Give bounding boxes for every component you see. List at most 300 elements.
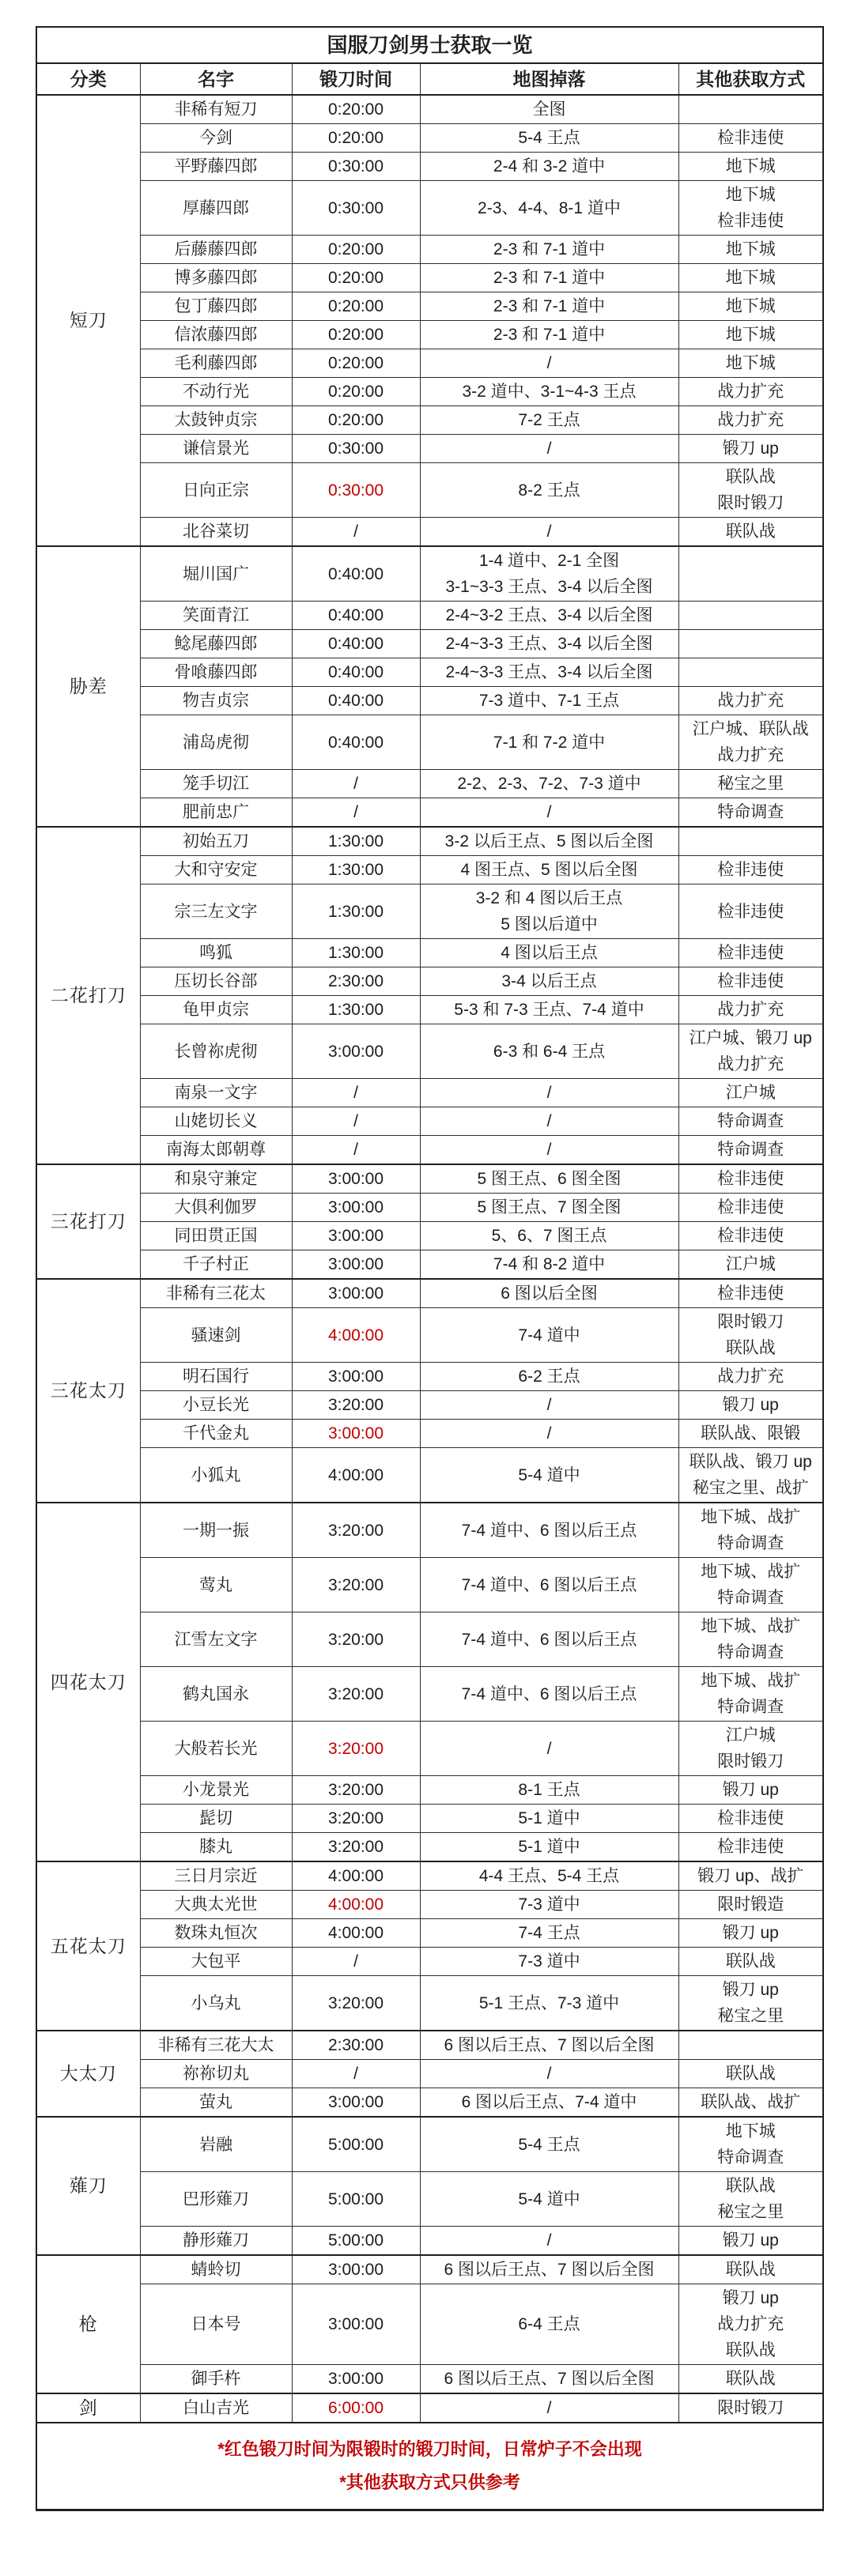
map-drop-line: 7-4 王点 <box>518 1924 580 1942</box>
sword-name-cell: 萤丸 <box>140 2088 292 2118</box>
forge-time-cell: 3:00:00 <box>292 1279 420 1308</box>
forge-time-cell: 0:40:00 <box>292 658 420 687</box>
sword-name-cell: 厚藤四郎 <box>140 181 292 236</box>
sword-name-cell: 南海太郎朝尊 <box>140 1136 292 1165</box>
forge-time-cell: 1:30:00 <box>292 827 420 856</box>
map-drop-line: 5 图王点、6 图全图 <box>477 1170 622 1188</box>
other-method-cell <box>678 1164 823 1194</box>
forge-time-cell: 1:30:00 <box>292 856 420 884</box>
map-drop-cell <box>420 518 678 547</box>
other-method-line: 江户城、联队战 <box>692 720 809 738</box>
forge-time-cell: 4:00:00 <box>292 1861 420 1891</box>
category-cell: 二花打刀 <box>36 827 140 1164</box>
table-row <box>36 2117 823 2172</box>
other-method-line: 秘宝之里 <box>717 2203 784 2221</box>
sword-name-cell: 小狐丸 <box>140 1448 292 1503</box>
table-row <box>36 996 823 1024</box>
table-row <box>36 827 823 856</box>
other-method-cell <box>678 798 823 828</box>
sword-name-cell: 同田贯正国 <box>140 1222 292 1250</box>
map-drop-line: 4-4 王点、5-4 王点 <box>478 1867 620 1885</box>
table-row <box>36 1891 823 1919</box>
forge-time-cell: 0:40:00 <box>292 546 420 602</box>
map-drop-cell <box>420 1107 678 1136</box>
sword-name-cell: 髭切 <box>140 1805 292 1833</box>
table-row <box>36 463 823 518</box>
map-drop-cell <box>420 321 678 349</box>
table-row <box>36 1420 823 1448</box>
other-method-cell <box>678 2365 823 2394</box>
map-drop-cell <box>420 435 678 463</box>
forge-time-cell: 0:20:00 <box>292 124 420 153</box>
other-method-line: 特命调查 <box>717 1589 784 1607</box>
map-drop-line: 6 图以后王点、7 图以后全图 <box>444 2261 655 2279</box>
sword-name-cell: 非稀有短刀 <box>140 95 292 124</box>
table-row <box>36 1805 823 1833</box>
sword-name-cell: 大包平 <box>140 1948 292 1976</box>
map-drop-cell <box>420 1136 678 1165</box>
sword-name-cell: 小豆长光 <box>140 1391 292 1420</box>
other-method-line: 联队战 <box>725 1952 776 1971</box>
map-drop-cell <box>420 1861 678 1891</box>
map-drop-cell <box>420 546 678 602</box>
map-drop-line: 7-3 道中 <box>518 1952 580 1971</box>
other-method-line: 战力扩充 <box>717 411 784 429</box>
other-method-line: 战力扩充 <box>717 692 784 710</box>
forge-time-cell: 0:30:00 <box>292 435 420 463</box>
other-method-line: 联队战 <box>725 2341 776 2359</box>
sword-name-cell: 千代金丸 <box>140 1420 292 1448</box>
map-drop-line: 5、6、7 图王点 <box>491 1227 607 1245</box>
other-method-cell <box>678 378 823 406</box>
sword-name-cell: 明石国行 <box>140 1363 292 1391</box>
map-drop-line: 6-3 和 6-4 王点 <box>493 1042 606 1061</box>
other-method-line: 锻刀 up <box>722 2289 779 2307</box>
sword-name-cell: 堀川国广 <box>140 546 292 602</box>
forge-time-cell: 0:30:00 <box>292 181 420 236</box>
map-drop-cell <box>420 939 678 967</box>
other-method-cell <box>678 463 823 518</box>
forge-time-cell: 1:30:00 <box>292 884 420 939</box>
forge-time-cell-limited: 6:00:00 <box>292 2393 420 2423</box>
title-row <box>36 27 823 63</box>
sword-name-cell: 数珠丸恒次 <box>140 1919 292 1948</box>
map-drop-line: 7-4 道中、6 图以后王点 <box>461 1630 637 1649</box>
table-body <box>36 95 823 2423</box>
table-row <box>36 770 823 798</box>
other-method-line: 限时锻刀 <box>717 494 784 512</box>
sword-name-cell: 谦信景光 <box>140 435 292 463</box>
other-method-cell <box>678 884 823 939</box>
table-row <box>36 602 823 630</box>
map-drop-cell <box>420 770 678 798</box>
other-method-cell <box>678 236 823 264</box>
table-row <box>36 1722 823 1776</box>
other-method-line: 战力扩充 <box>717 2315 784 2333</box>
other-method-line: 锻刀 up <box>722 1924 779 1942</box>
table-row <box>36 1776 823 1805</box>
sword-name-cell: 物吉贞宗 <box>140 687 292 715</box>
other-method-line: 地下城 <box>725 157 776 175</box>
forge-time-cell: 3:00:00 <box>292 1164 420 1194</box>
table-row <box>36 1919 823 1948</box>
other-method-cell <box>678 292 823 321</box>
map-drop-cell <box>420 1805 678 1833</box>
column-header-map-drop: 地图掉落 <box>420 63 678 95</box>
table-row <box>36 798 823 828</box>
other-method-line: 战力扩充 <box>717 1367 784 1386</box>
other-method-line: 限时锻刀 <box>717 1313 784 1331</box>
other-method-line: 检非违使 <box>717 212 784 230</box>
map-drop-cell <box>420 2284 678 2365</box>
other-method-line: 地下城 <box>725 297 776 315</box>
map-drop-line: / <box>546 1424 552 1443</box>
category-cell: 胁差 <box>36 546 140 827</box>
map-drop-line: / <box>546 1141 552 1159</box>
other-method-cell <box>678 2284 823 2365</box>
other-method-line: 江户城、锻刀 up <box>689 1029 812 1047</box>
forge-time-cell: 0:20:00 <box>292 349 420 378</box>
map-drop-cell <box>420 884 678 939</box>
map-drop-line: 6 图以后王点、7 图以后全图 <box>444 2370 655 2388</box>
sword-name-cell: 骚速剑 <box>140 1308 292 1363</box>
category-cell: 枪 <box>36 2255 140 2393</box>
table-row <box>36 1164 823 1194</box>
forge-time-cell: 3:20:00 <box>292 1776 420 1805</box>
other-method-line: 江户城 <box>725 1726 776 1744</box>
other-method-cell <box>678 770 823 798</box>
other-method-line: 地下城 <box>725 269 776 287</box>
table-row <box>36 1194 823 1222</box>
other-method-cell <box>678 1308 823 1363</box>
sword-name-cell: 信浓藤四郎 <box>140 321 292 349</box>
other-method-line: 江户城 <box>725 1255 776 1273</box>
sword-name-cell: 祢祢切丸 <box>140 2060 292 2088</box>
sword-name-cell: 山姥切长义 <box>140 1107 292 1136</box>
sword-name-cell: 大俱利伽罗 <box>140 1194 292 1222</box>
other-method-line: 检非违使 <box>717 861 784 879</box>
map-drop-cell <box>420 2227 678 2256</box>
other-method-line: 地下城、战扩 <box>701 1672 801 1690</box>
category-cell: 五花太刀 <box>36 1861 140 2031</box>
map-drop-cell <box>420 1024 678 1079</box>
table-row <box>36 124 823 153</box>
other-method-cell <box>678 1776 823 1805</box>
map-drop-cell <box>420 1222 678 1250</box>
other-method-line: 锻刀 up <box>722 1396 779 1414</box>
footnote-reference-only: *其他获取方式只供参考 <box>339 2472 520 2492</box>
other-method-line: 锻刀 up、战扩 <box>697 1867 804 1885</box>
forge-time-cell: 3:00:00 <box>292 1194 420 1222</box>
sword-name-cell: 莺丸 <box>140 1558 292 1612</box>
map-drop-cell <box>420 378 678 406</box>
map-drop-line: 7-4 道中 <box>518 1326 580 1345</box>
other-method-cell <box>678 349 823 378</box>
map-drop-cell <box>420 2031 678 2060</box>
map-drop-cell <box>420 2117 678 2172</box>
other-method-line: 战力扩充 <box>717 383 784 401</box>
other-method-line: 特命调查 <box>717 1643 784 1661</box>
map-drop-line: 7-3 道中 <box>518 1895 580 1914</box>
map-drop-line: 2-3 和 7-1 道中 <box>493 297 606 315</box>
sword-name-cell: 平野藤四郎 <box>140 153 292 181</box>
other-method-line: 检非违使 <box>717 1284 784 1303</box>
other-method-cell <box>678 1391 823 1420</box>
forge-time-cell: 0:30:00 <box>292 153 420 181</box>
map-drop-line: / <box>546 2065 552 2083</box>
forge-time-cell-limited: 0:30:00 <box>292 463 420 518</box>
other-method-line: 检非违使 <box>717 972 784 990</box>
sword-name-cell: 后藤藤四郎 <box>140 236 292 264</box>
sword-name-cell: 御手杵 <box>140 2365 292 2394</box>
forge-time-cell: 3:00:00 <box>292 1363 420 1391</box>
table-row <box>36 1861 823 1891</box>
other-method-cell <box>678 1136 823 1165</box>
other-method-cell <box>678 321 823 349</box>
sword-name-cell: 压切长谷部 <box>140 967 292 996</box>
forge-time-cell: 3:20:00 <box>292 1391 420 1420</box>
other-method-cell <box>678 1079 823 1107</box>
table-row <box>36 1222 823 1250</box>
other-method-cell <box>678 1948 823 1976</box>
table-row <box>36 1558 823 1612</box>
other-method-cell <box>678 1667 823 1722</box>
table-row <box>36 518 823 547</box>
map-drop-cell <box>420 687 678 715</box>
map-drop-line: / <box>546 1112 552 1130</box>
table-row <box>36 153 823 181</box>
map-drop-cell <box>420 124 678 153</box>
table-row <box>36 546 823 602</box>
other-method-line: 特命调查 <box>717 803 784 821</box>
sword-name-cell: 小乌丸 <box>140 1976 292 2031</box>
map-drop-cell <box>420 602 678 630</box>
forge-time-cell: 3:00:00 <box>292 1250 420 1280</box>
map-drop-line: 7-4 道中、6 图以后王点 <box>461 1575 637 1594</box>
other-method-line: 地下城 <box>725 326 776 344</box>
sword-name-cell: 千子村正 <box>140 1250 292 1280</box>
sword-name-cell: 鲶尾藤四郎 <box>140 630 292 658</box>
other-method-line: 联队战 <box>725 468 776 486</box>
map-drop-cell <box>420 1558 678 1612</box>
forge-time-cell: 3:00:00 <box>292 1024 420 1079</box>
map-drop-cell <box>420 181 678 236</box>
other-method-cell <box>678 1722 823 1776</box>
map-drop-cell <box>420 1503 678 1558</box>
table-row <box>36 2172 823 2227</box>
other-method-line: 地下城 <box>725 240 776 258</box>
table-row <box>36 1503 823 1558</box>
table-row <box>36 1363 823 1391</box>
other-method-line: 联队战、限锻 <box>701 1424 801 1443</box>
sword-name-cell: 浦岛虎彻 <box>140 715 292 770</box>
category-cell: 三花太刀 <box>36 1279 140 1503</box>
map-drop-cell <box>420 1194 678 1222</box>
sword-name-cell: 日本号 <box>140 2284 292 2365</box>
map-drop-line: 8-2 王点 <box>518 481 580 500</box>
sword-name-cell: 鹤丸国永 <box>140 1667 292 1722</box>
other-method-cell <box>678 546 823 602</box>
forge-time-cell: 5:00:00 <box>292 2172 420 2227</box>
table-row <box>36 435 823 463</box>
forge-time-cell: 0:20:00 <box>292 264 420 292</box>
table-row <box>36 1976 823 2031</box>
table-row <box>36 1279 823 1308</box>
other-method-line: 秘宝之里、战扩 <box>692 1479 809 1497</box>
sword-name-cell: 博多藤四郎 <box>140 264 292 292</box>
table-row <box>36 1833 823 1862</box>
forge-time-cell-limited: 3:20:00 <box>292 1722 420 1776</box>
other-method-line: 地下城、战扩 <box>701 1563 801 1581</box>
forge-time-cell: 0:40:00 <box>292 715 420 770</box>
other-method-line: 检非违使 <box>717 1198 784 1216</box>
map-drop-cell <box>420 1164 678 1194</box>
map-drop-cell <box>420 236 678 264</box>
table-row <box>36 1107 823 1136</box>
table-row <box>36 1136 823 1165</box>
other-method-cell <box>678 1976 823 2031</box>
table-row <box>36 687 823 715</box>
other-method-line: 江户城 <box>725 1084 776 1102</box>
sword-name-cell: 大和守安定 <box>140 856 292 884</box>
other-method-cell <box>678 1861 823 1891</box>
map-drop-line: 5-4 王点 <box>518 2135 580 2154</box>
map-drop-cell <box>420 349 678 378</box>
map-drop-line: 3-1~3-3 王点、3-4 以后全图 <box>445 578 653 596</box>
map-drop-cell <box>420 2088 678 2118</box>
other-method-cell <box>678 2031 823 2060</box>
map-drop-cell <box>420 2172 678 2227</box>
map-drop-line: 6 图以后全图 <box>501 1284 598 1303</box>
forge-time-cell: 0:20:00 <box>292 406 420 435</box>
map-drop-cell <box>420 406 678 435</box>
map-drop-cell <box>420 1448 678 1503</box>
table-row <box>36 236 823 264</box>
sword-name-cell: 三日月宗近 <box>140 1861 292 1891</box>
table-row <box>36 856 823 884</box>
sword-name-cell: 静形薙刀 <box>140 2227 292 2256</box>
map-drop-line: 2-4~3-2 王点、3-4 以后全图 <box>445 606 653 624</box>
table-row <box>36 2284 823 2365</box>
other-method-cell <box>678 2117 823 2172</box>
forge-time-cell: 1:30:00 <box>292 939 420 967</box>
map-drop-line: 2-3 和 7-1 道中 <box>493 326 606 344</box>
column-header-category: 分类 <box>36 63 140 95</box>
table-row <box>36 2255 823 2284</box>
map-drop-cell <box>420 2255 678 2284</box>
map-drop-cell <box>420 1250 678 1280</box>
forge-time-cell: 0:20:00 <box>292 292 420 321</box>
other-method-cell <box>678 602 823 630</box>
other-method-cell <box>678 939 823 967</box>
other-method-line: 锻刀 up <box>722 1981 779 1999</box>
table-row <box>36 939 823 967</box>
other-method-line: 检非违使 <box>717 1809 784 1827</box>
sword-name-cell: 和泉守兼定 <box>140 1164 292 1194</box>
table-row <box>36 264 823 292</box>
other-method-cell <box>678 2172 823 2227</box>
sword-name-cell: 今剑 <box>140 124 292 153</box>
map-drop-line: 7-4 道中、6 图以后王点 <box>461 1521 637 1540</box>
sword-name-cell: 长曾祢虎彻 <box>140 1024 292 1079</box>
table-row <box>36 2088 823 2118</box>
table-row <box>36 1079 823 1107</box>
other-method-cell <box>678 406 823 435</box>
other-method-line: 联队战 <box>725 522 776 541</box>
table-row <box>36 2031 823 2060</box>
other-method-cell <box>678 856 823 884</box>
sword-name-cell: 初始五刀 <box>140 827 292 856</box>
map-drop-line: / <box>546 1396 552 1414</box>
map-drop-cell <box>420 2393 678 2423</box>
map-drop-line: 2-4~3-3 王点、3-4 以后全图 <box>445 663 653 681</box>
map-drop-line: 3-2 道中、3-1~4-3 王点 <box>462 383 637 401</box>
sword-name-cell: 一期一振 <box>140 1503 292 1558</box>
forge-time-cell: 3:00:00 <box>292 2284 420 2365</box>
map-drop-cell <box>420 1667 678 1722</box>
map-drop-line: 1-4 道中、2-1 全图 <box>478 552 620 570</box>
map-drop-line: 5 图王点、7 图全图 <box>477 1198 622 1216</box>
other-method-cell <box>678 1250 823 1280</box>
forge-time-cell: / <box>292 770 420 798</box>
map-drop-cell <box>420 1891 678 1919</box>
map-drop-line: / <box>546 2231 552 2250</box>
table-row <box>36 658 823 687</box>
other-method-cell <box>678 1024 823 1079</box>
map-drop-line: 6-4 王点 <box>518 2315 580 2333</box>
other-method-cell <box>678 827 823 856</box>
map-drop-line: 3-2 和 4 图以后王点 <box>475 889 623 907</box>
forge-time-cell: 0:20:00 <box>292 378 420 406</box>
map-drop-line: / <box>546 354 552 372</box>
footnote-row <box>36 2423 823 2510</box>
table-row <box>36 181 823 236</box>
forge-time-cell: 0:20:00 <box>292 321 420 349</box>
other-method-line: 联队战 <box>725 2261 776 2279</box>
sword-name-cell: 大典太光世 <box>140 1891 292 1919</box>
table-row <box>36 715 823 770</box>
other-method-line: 检非违使 <box>717 902 784 921</box>
table-row <box>36 2365 823 2394</box>
table-foot <box>36 2423 823 2510</box>
forge-time-cell: 3:20:00 <box>292 1612 420 1667</box>
map-drop-line: 8-1 王点 <box>518 1781 580 1799</box>
other-method-cell <box>678 1222 823 1250</box>
other-method-line: 限时锻刀 <box>717 1752 784 1771</box>
other-method-line: 特命调查 <box>717 1534 784 1552</box>
map-drop-cell <box>420 2365 678 2394</box>
other-method-line: 锻刀 up <box>722 439 779 458</box>
map-drop-line: 6 图以后王点、7-4 道中 <box>461 2093 637 2111</box>
map-drop-cell <box>420 153 678 181</box>
map-drop-line: 5-3 和 7-3 王点、7-4 道中 <box>454 1001 644 1019</box>
sword-name-cell: 大般若长光 <box>140 1722 292 1776</box>
category-cell: 三花打刀 <box>36 1164 140 1279</box>
other-method-cell <box>678 1420 823 1448</box>
other-method-line: 联队战 <box>725 2177 776 2195</box>
other-method-cell <box>678 1503 823 1558</box>
map-drop-cell <box>420 856 678 884</box>
category-cell: 薙刀 <box>36 2117 140 2255</box>
other-method-cell <box>678 1558 823 1612</box>
table-row <box>36 967 823 996</box>
table-row <box>36 406 823 435</box>
table-row <box>36 95 823 124</box>
other-method-line: 秘宝之里 <box>717 2007 784 2025</box>
sword-name-cell: 肥前忠广 <box>140 798 292 828</box>
forge-time-cell: 0:40:00 <box>292 687 420 715</box>
sword-name-cell: 白山吉光 <box>140 2393 292 2423</box>
